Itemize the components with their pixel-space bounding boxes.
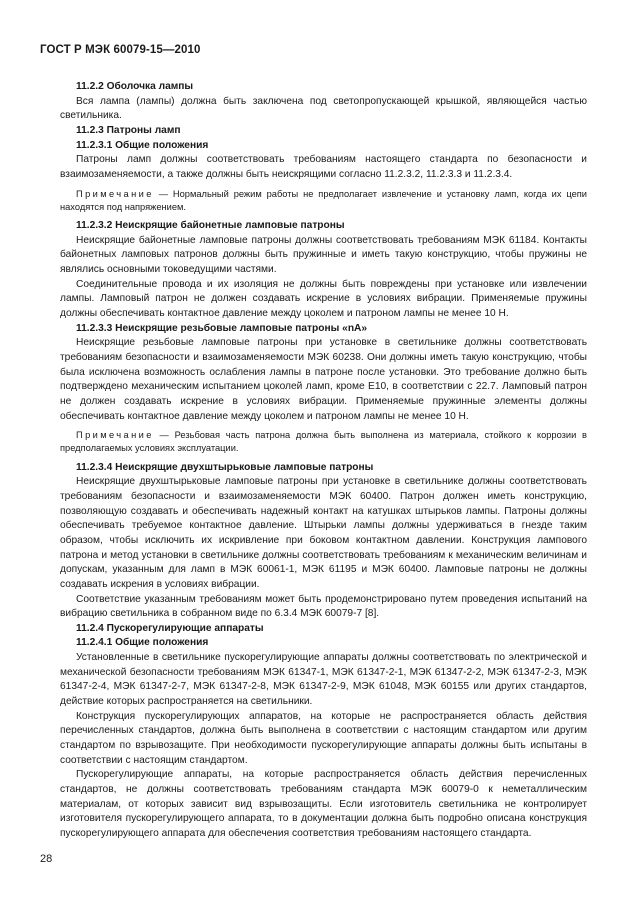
section-heading: 11.2.3.4 Неискрящие двухштырьковые ламповые патроны xyxy=(76,461,374,473)
section-heading: 11.2.3.3 Неискрящие резьбовые ламповые патроны «nA» xyxy=(76,322,368,334)
section-heading: 11.2.3 Патроны ламп xyxy=(76,124,181,136)
note-text: — Резьбовая часть патрона должна быть выполнена из материала, стойкого к коррозии в предполагаемых условиях эксплуатации. xyxy=(60,430,587,454)
page-number: 28 xyxy=(40,853,53,865)
note-text: — Нормальный режим работы не предполагает извлечение и установку ламп, когда их цепи находятся под напряжением. xyxy=(60,188,587,212)
body-paragraph: Конструкция пускорегулирующих аппаратов, на которые не распространяется область действия перечисленных стандартов, должна быть выполнена в соответствии с настоящим стандартом или другим стандартом по взрывозащите. При необходимости пускорегулирующие аппараты должны быть испытаны в соответствии с настоящим стандартом. xyxy=(60,710,587,766)
body-paragraph: Соответствие указанным требованиям может быть продемонстрировано путем проведения испытаний на вибрацию светильника в собранном виде по 6.3.4 МЭК 60079-7 [8]. xyxy=(60,593,587,620)
section-heading: 11.2.3.2 Неискрящие байонетные ламповые патроны xyxy=(76,220,345,231)
body-paragraph: Установленные в светильнике пускорегулирующие аппараты должны соответствовать по электрической и механической безопасности требованиям МЭК 61347-1, МЭК 61347-2-1, МЭК 61347-2-2, МЭК 61347-2-3, МЭК 61347-2-4, МЭК 61347-2-7, МЭК 61347-2-8, МЭК 61347-2-9, МЭК 61048, МЭК 60155 или других стандартов, действие которых распространяется на светильники. xyxy=(60,652,587,708)
body-paragraph: Неискрящие резьбовые ламповые патроны при установке в светильнике должны соответствовать требованиям безопасности и взаимозаменяемости МЭК 60238. Они должны иметь такую конструкцию, чтобы была исключена возможность ослабления лампы в патроне после установки. Это требование должно быть подтверждено механическим испытанием цоколей ламп, кроме Е10, в соответствии с 22.7. Ламповый патрон не должен создавать искрение в условиях вибрации. Применяемые пружинные элементы должны обеспечивать контактное давление между цоколем и патроном лампы не менее 10 Н. xyxy=(60,337,587,422)
body-paragraph: Соединительные провода и их изоляция не должны быть повреждены при установке или извлечении лампы. Ламповый патрон не должен создавать искрение в условиях вибрации. Применяемые пружины должны обеспечивать контактное давление между цоколем и патроном лампы не менее 10 Н. xyxy=(60,278,587,319)
note-label: Примечание xyxy=(76,430,154,441)
section-heading: 11.2.2 Оболочка лампы xyxy=(76,81,194,92)
body-paragraph: Вся лампа (лампы) должна быть заключена под светопропускающей крышкой, являющейся частью светильника. xyxy=(60,95,587,122)
section-heading: 11.2.4 Пускорегулирующие аппараты xyxy=(76,622,264,634)
note-paragraph xyxy=(60,429,587,455)
document-header: ГОСТ Р МЭК 60079-15—2010 xyxy=(40,44,201,56)
note-label: Примечание xyxy=(76,188,154,199)
body-paragraph: Неискрящие байонетные ламповые патроны должны соответствовать требованиям МЭК 61184. Контакты байонетных ламповых патронов должны быть пружинные и иметь такую конструкцию, чтобы пружины не являлись основными токоведущими частями. xyxy=(60,234,587,275)
note-paragraph xyxy=(60,188,587,214)
body-paragraph: Пускорегулирующие аппараты, на которые распространяется область действия перечисленных стандартов, не должны соответствовать требованиям стандарта МЭК 60079-0 к неметаллическим материалам, от которых зависит вид взрывозащиты. Если изготовитель светильника не контролирует изготовителя пускорегулирующего аппарата, то в документации должна быть подробно описана конструкция пускорегулирующего аппарата для обеспечения соответствия требованиям настоящего стандарта. xyxy=(60,769,587,839)
document-content xyxy=(60,80,587,842)
section-heading: 11.2.4.1 Общие положения xyxy=(76,637,209,649)
body-paragraph: Патроны ламп должны соответствовать требованиям настоящего стандарта по безопасности и взаимозаменяемости, а также должны быть неискрящими согласно 11.2.3.2, 11.2.3.3 и 11.2.3.4. xyxy=(60,154,587,180)
section-heading: 11.2.3.1 Общие положения xyxy=(76,139,209,151)
body-paragraph: Неискрящие двухштырьковые ламповые патроны при установке в светильнике должны соответствовать требованиям безопасности и взаимозаменяемости МЭК 60400. Патрон должен иметь конструкцию, позволяющую создавать и обеспечивать надежный контакт на катушках штырьков лампы. Патроны должны обеспечивать требуемое контактное давление. Штырьки лампы должны удерживаться в гнезде таким образом, чтобы исключить их искривление при боковом контактном давлении. Конструкция лампового патрона и метод установки в светильнике должны соответствовать требованиям к механическим величинам и допускам, указанным для ламп в МЭК 60061-1, МЭК 61195 и МЭК 60400. Ламповые патроны не должны создавать искрения в условиях вибрации. xyxy=(60,476,587,590)
